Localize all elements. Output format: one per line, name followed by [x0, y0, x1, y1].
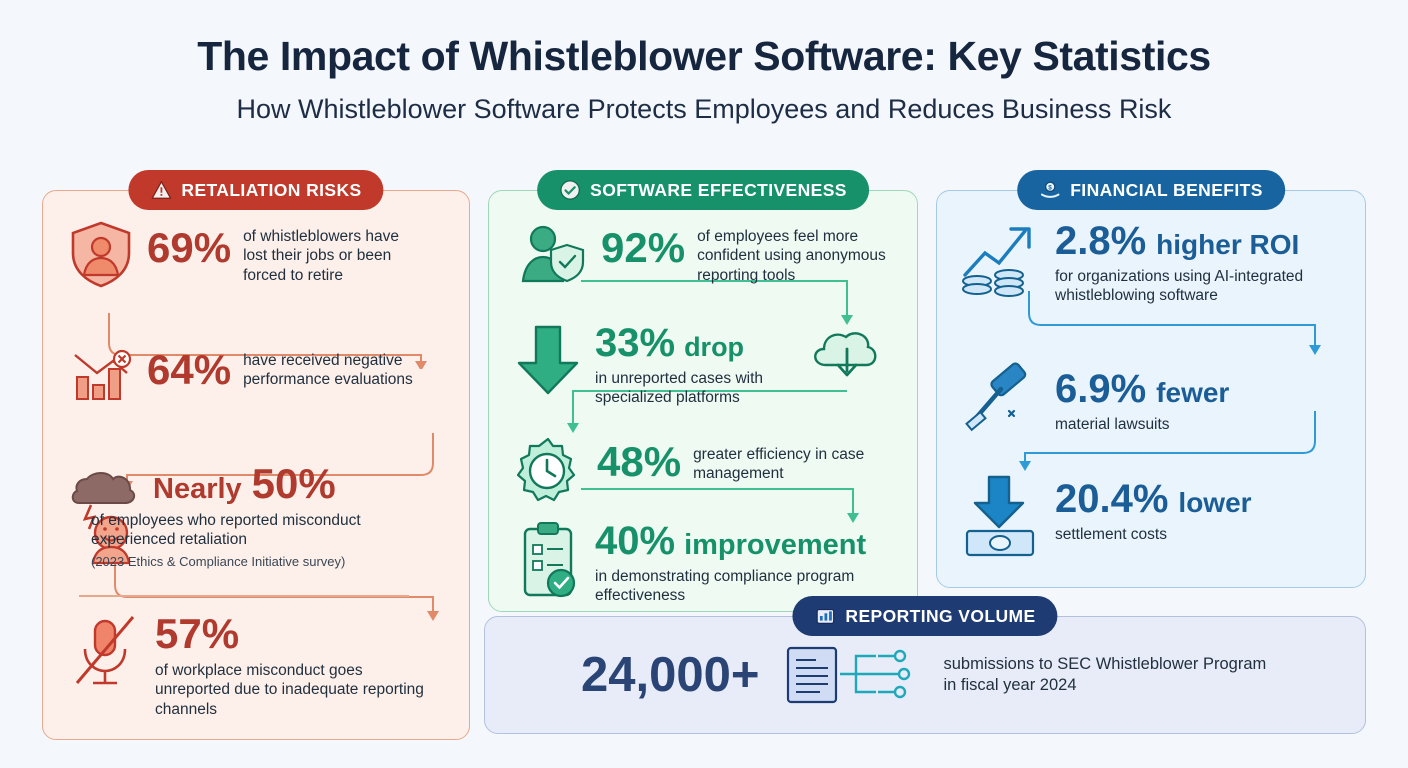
bar-chart-icon — [814, 605, 836, 627]
badge-reporting-volume — [792, 596, 1057, 636]
stat-retaliation-1 — [67, 219, 457, 289]
person-shield-check-icon — [511, 219, 589, 289]
money-down-arrow-icon — [957, 473, 1043, 559]
stat-description: of whistleblowers have lost their jobs or been forced to retire — [243, 228, 400, 284]
page-title: The Impact of Whistleblower Software: Key Statistics — [197, 33, 1211, 79]
stat-software-4 — [511, 521, 921, 608]
clock-gear-icon — [511, 435, 585, 505]
gavel-icon — [957, 361, 1043, 435]
badge-label: SOFTWARE EFFECTIVENESS — [590, 179, 847, 200]
stat-financial-1 — [957, 217, 1367, 306]
stat-description: have received negative performance evaluations — [243, 352, 413, 389]
muted-microphone-icon — [67, 609, 143, 693]
panel-financial-benefits — [936, 179, 1366, 588]
clipboard-check-icon — [511, 521, 585, 608]
stat-financial-3 — [957, 473, 1367, 559]
stat-number: 48% — [597, 438, 682, 485]
check-circle-icon — [559, 179, 581, 201]
stat-number: 69% — [147, 224, 232, 271]
warning-triangle-icon — [150, 179, 172, 201]
reporting-number: 24,000+ — [581, 647, 760, 702]
stat-number: 6.9% — [1055, 367, 1147, 411]
stat-software-1 — [511, 219, 911, 289]
stat-number: 2.8% — [1055, 219, 1147, 263]
document-network-icon — [782, 640, 922, 711]
badge-financial-benefits — [1017, 170, 1285, 210]
stat-suffix: drop — [684, 332, 745, 362]
stat-prefix: Nearly — [153, 473, 242, 505]
badge-label: FINANCIAL BENEFITS — [1070, 179, 1263, 200]
stat-note: (2023 Ethics & Compliance Initiative survey) — [91, 553, 346, 569]
page-subtitle: How Whistleblower Software Protects Employees and Reduces Business Risk — [236, 94, 1172, 125]
stat-financial-2 — [957, 361, 1367, 435]
stat-description: greater efficiency in case management — [693, 446, 865, 483]
stat-description: in unreported cases with specialized platforms — [595, 370, 764, 407]
stat-number: 64% — [147, 346, 232, 393]
stat-number: 40% — [595, 519, 676, 563]
stat-retaliation-4 — [67, 609, 467, 719]
stat-description: in demonstrating compliance program effectiveness — [595, 568, 855, 605]
stat-number: 57% — [155, 610, 240, 657]
header — [0, 0, 1408, 125]
hand-coin-icon — [1039, 179, 1061, 201]
stat-number: 50% — [251, 460, 336, 507]
stat-description: of employees who reported misconduct experienced retaliation — [91, 512, 361, 549]
stat-retaliation-3 — [67, 453, 467, 570]
stat-suffix: higher ROI — [1156, 229, 1300, 260]
badge-label: REPORTING VOLUME — [845, 605, 1036, 626]
reporting-description: submissions to SEC Whistleblower Program in fiscal year 2024 — [943, 654, 1267, 694]
panel-retaliation-risks — [42, 179, 470, 740]
stat-software-2 — [511, 321, 921, 408]
divider — [79, 595, 409, 597]
stat-description: settlement costs — [1055, 526, 1167, 543]
declining-chart-icon — [67, 343, 135, 405]
stat-number: 20.4% — [1055, 477, 1169, 521]
stat-retaliation-2 — [67, 343, 457, 405]
stat-suffix: lower — [1178, 487, 1252, 518]
stat-number: 92% — [601, 224, 686, 271]
stat-description: of workplace misconduct goes unreported due to inadequate reporting channels — [155, 662, 424, 718]
stat-description: material lawsuits — [1055, 416, 1170, 433]
shield-person-icon — [67, 219, 135, 289]
badge-retaliation-risks — [128, 170, 383, 210]
down-arrow-icon — [511, 321, 585, 404]
stat-suffix: improvement — [684, 529, 867, 561]
svg-text:$: $ — [1048, 184, 1053, 192]
panel-reporting-volume — [484, 605, 1366, 734]
stat-description: of employees feel more confident using anonymous reporting tools — [697, 228, 886, 284]
stat-suffix: fewer — [1156, 377, 1230, 408]
panel-software-effectiveness — [488, 179, 918, 612]
cloud-download-icon — [804, 327, 882, 398]
badge-software-effectiveness — [537, 170, 869, 210]
stat-number: 33% — [595, 321, 676, 365]
stat-software-3 — [511, 435, 911, 505]
growth-arrow-coins-icon — [957, 217, 1043, 299]
stat-description: for organizations using AI-integrated whistleblowing software — [1055, 268, 1304, 305]
badge-label: RETALIATION RISKS — [181, 179, 362, 200]
